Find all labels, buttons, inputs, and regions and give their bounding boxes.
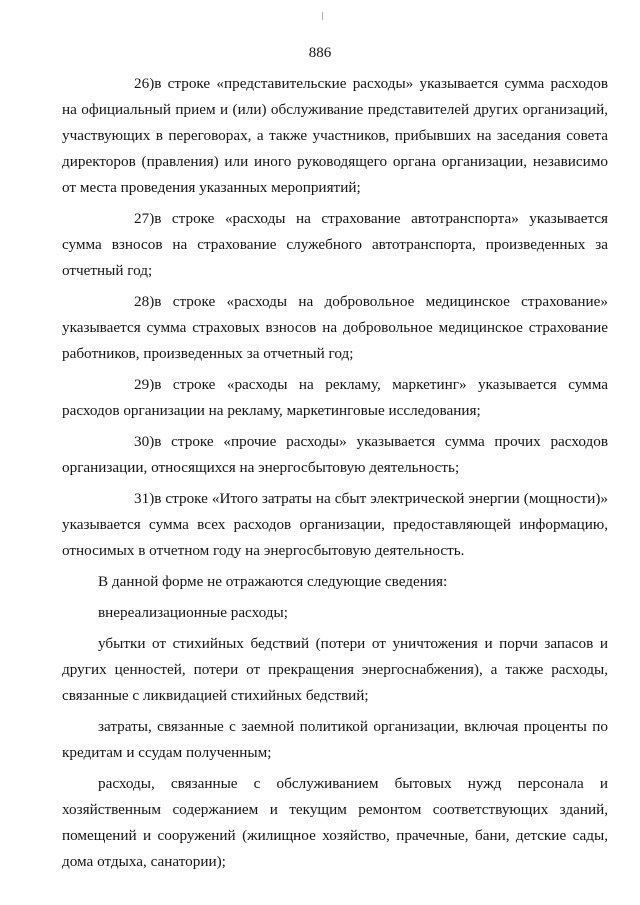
document-body: [62, 71, 608, 875]
paragraph-text: в строке «расходы на добровольное медицинское страхование» указывается сумма страховых взносов на добровольное медицинское страхование работников, произведенных за отчетный год;: [62, 293, 608, 362]
paragraph-number: 28): [134, 293, 155, 310]
paragraph-household-costs: [62, 771, 608, 875]
paragraph-text: убытки от стихийных бедствий (потери от уничтожения и порчи запасов и других ценностей, потери от прекращения энергоснабжения), а также расходы, связанные с ликвидацией стихийных бедствий;: [62, 635, 608, 704]
scan-mark: [322, 12, 323, 20]
paragraph-text: в строке «прочие расходы» указывается сумма прочих расходов организации, относящихся на энергосбытовую деятельность;: [62, 433, 608, 476]
paragraph-number: 31): [134, 490, 155, 507]
paragraph-non-operating: [62, 600, 608, 626]
paragraph-27: [62, 206, 608, 284]
paragraph-number: 30): [134, 433, 155, 450]
paragraph-26: [62, 71, 608, 201]
paragraph-text: В данной форме не отражаются следующие сведения:: [98, 573, 448, 590]
paragraph-loan-costs: [62, 714, 608, 766]
paragraph-text: в строке «расходы на страхование автотранспорта» указывается сумма взносов на страхование служебного автотранспорта, произведенных за отчетный год;: [62, 210, 608, 279]
paragraph-29: [62, 372, 608, 424]
page-number: 886: [308, 45, 332, 61]
paragraph-number: 26): [134, 75, 155, 92]
paragraph-intro-excluded: [62, 569, 608, 595]
paragraph-text: внереализационные расходы;: [98, 604, 288, 621]
paragraph-number: 29): [134, 376, 155, 393]
paragraph-text: в строке «расходы на рекламу, маркетинг» указывается сумма расходов организации на рекламу, маркетинговые исследования;: [62, 376, 608, 419]
paragraph-30: [62, 429, 608, 481]
paragraph-31: [62, 486, 608, 564]
paragraph-28: [62, 289, 608, 367]
paragraph-text: в строке «Итого затраты на сбыт электрической энергии (мощности)» указывается сумма всех расходов организации, предоставляющей информацию, относимых в отчетном году на энергосбытовую деятельность.: [62, 490, 608, 559]
paragraph-number: 27): [134, 210, 155, 227]
paragraph-disaster-losses: [62, 631, 608, 709]
paragraph-text: в строке «представительские расходы» указывается сумма расходов на официальный прием и (или) обслуживание представителей других организаций, участвующих в переговорах, а также участников, прибывших на заседания совета директоров (правления) или иного руководящего органа организации, независимо от места проведения указанных мероприятий;: [62, 75, 608, 196]
paragraph-text: расходы, связанные с обслуживанием бытовых нужд персонала и хозяйственным содержанием и текущим ремонтом соответствующих зданий, помещений и сооружений (жилищное хозяйство, прачечные, бани, детские сады, дома отдыха, санатории);: [62, 775, 608, 870]
paragraph-text: затраты, связанные с заемной политикой организации, включая проценты по кредитам и ссудам полученным;: [62, 718, 608, 761]
